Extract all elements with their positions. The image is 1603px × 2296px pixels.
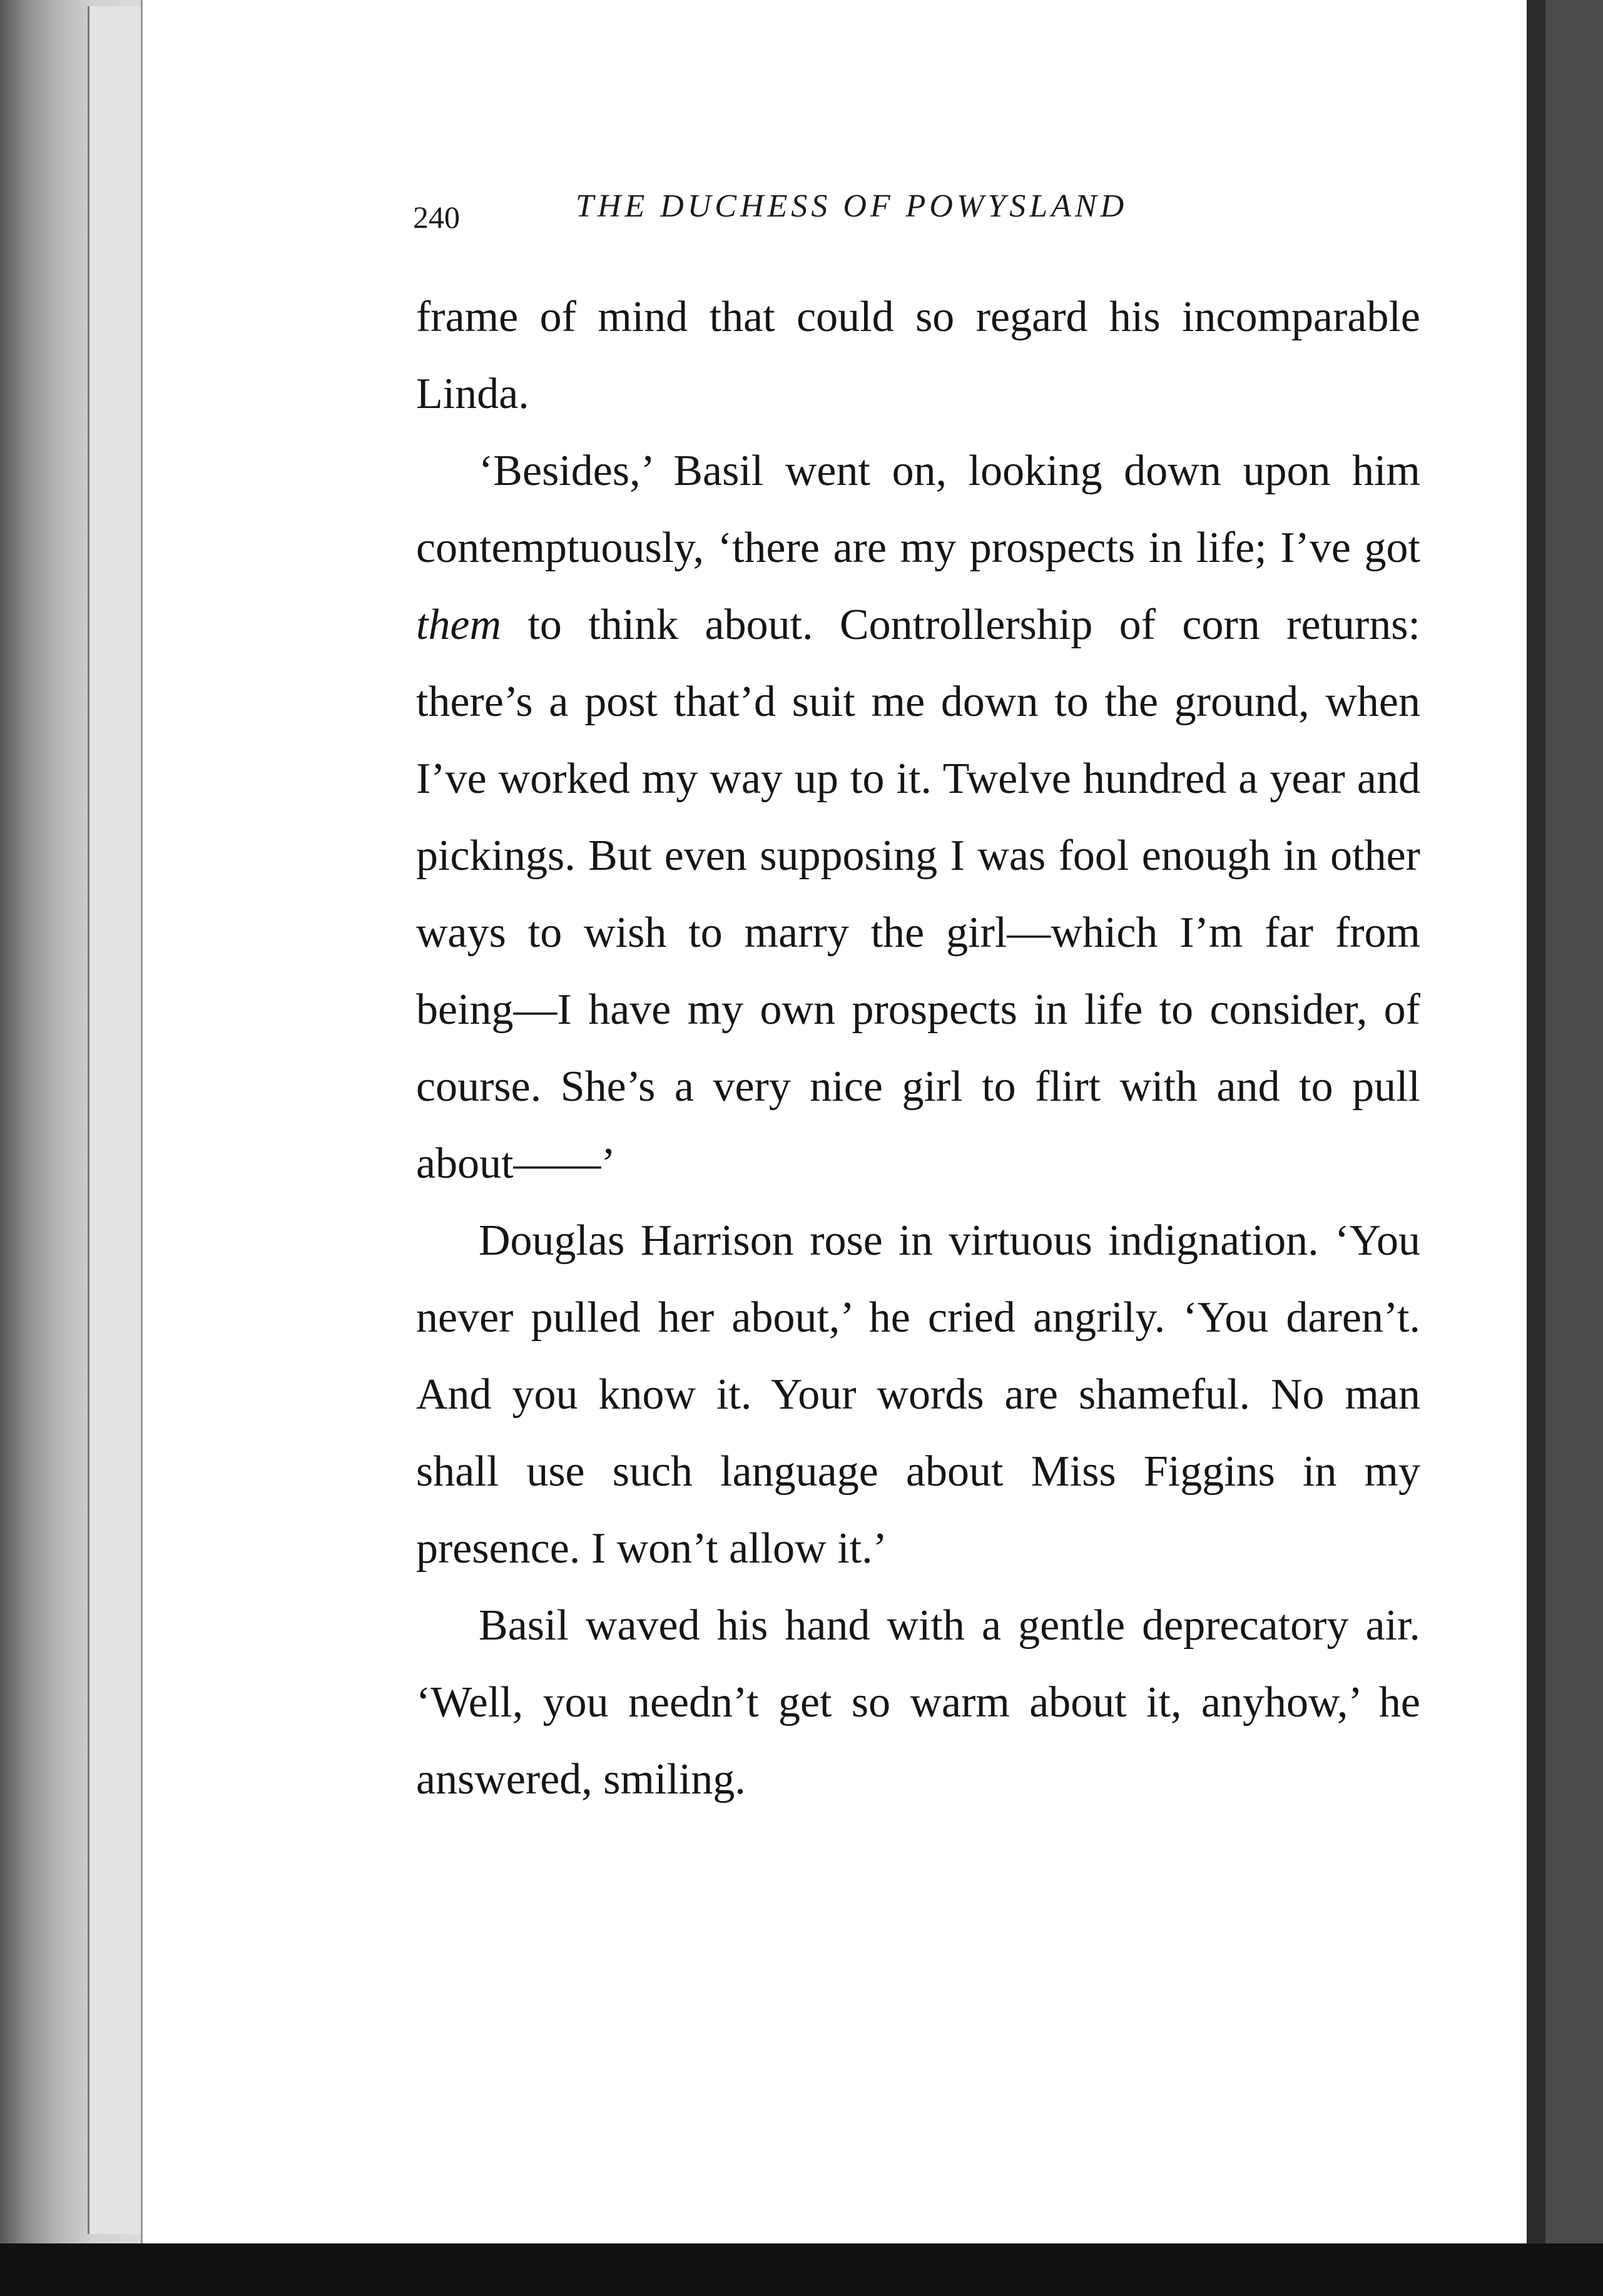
paragraph-2-text-before: ‘Besides,’ Basil went on, looking down upon him contemptuously, ‘there are my prospects in life; I’ve got xyxy=(416,447,1420,572)
paragraph-2-emphasis: them xyxy=(416,601,502,649)
paragraph-1: frame of mind that could so regard his incomparable Linda. xyxy=(416,293,1420,418)
paragraph-3: Douglas Harrison rose in virtuous indignation. ‘You never pulled her about,’ he cried angrily. ‘You daren’t. And you know it. Your words are shameful. No man shall use such language about Miss Figgins in my presence. I won’t allow it.’ xyxy=(416,1217,1420,1573)
paragraph-2 xyxy=(416,432,1420,1202)
body-text xyxy=(416,278,1420,1818)
scan-background-bottom xyxy=(0,2243,1603,2296)
paragraph-4: Basil waved his hand with a gentle deprecatory air. ‘Well, you needn’t get so warm about it, anyhow,’ he answered, smiling. xyxy=(416,1601,1420,1804)
page-number: 240 xyxy=(413,200,460,235)
page-gutter-shadow xyxy=(1527,0,1545,2243)
paragraph-2-text-after: to think about. Controllership of corn returns: there’s a post that’d suit me down to the ground, when I’ve worked my way up to it. Twelve hundred a year and pickings. But even supposing I was fool enough in other ways to wish to marry the girl—which I’m far from being—I have my own prospects in life to consider, of course. She’s a very nice girl to flirt with and to pull about——’ xyxy=(416,601,1420,1188)
running-header xyxy=(413,188,1539,238)
running-title: THE DUCHESS OF POWYSLAND xyxy=(576,188,1128,224)
scan-background-right xyxy=(1545,0,1603,2296)
